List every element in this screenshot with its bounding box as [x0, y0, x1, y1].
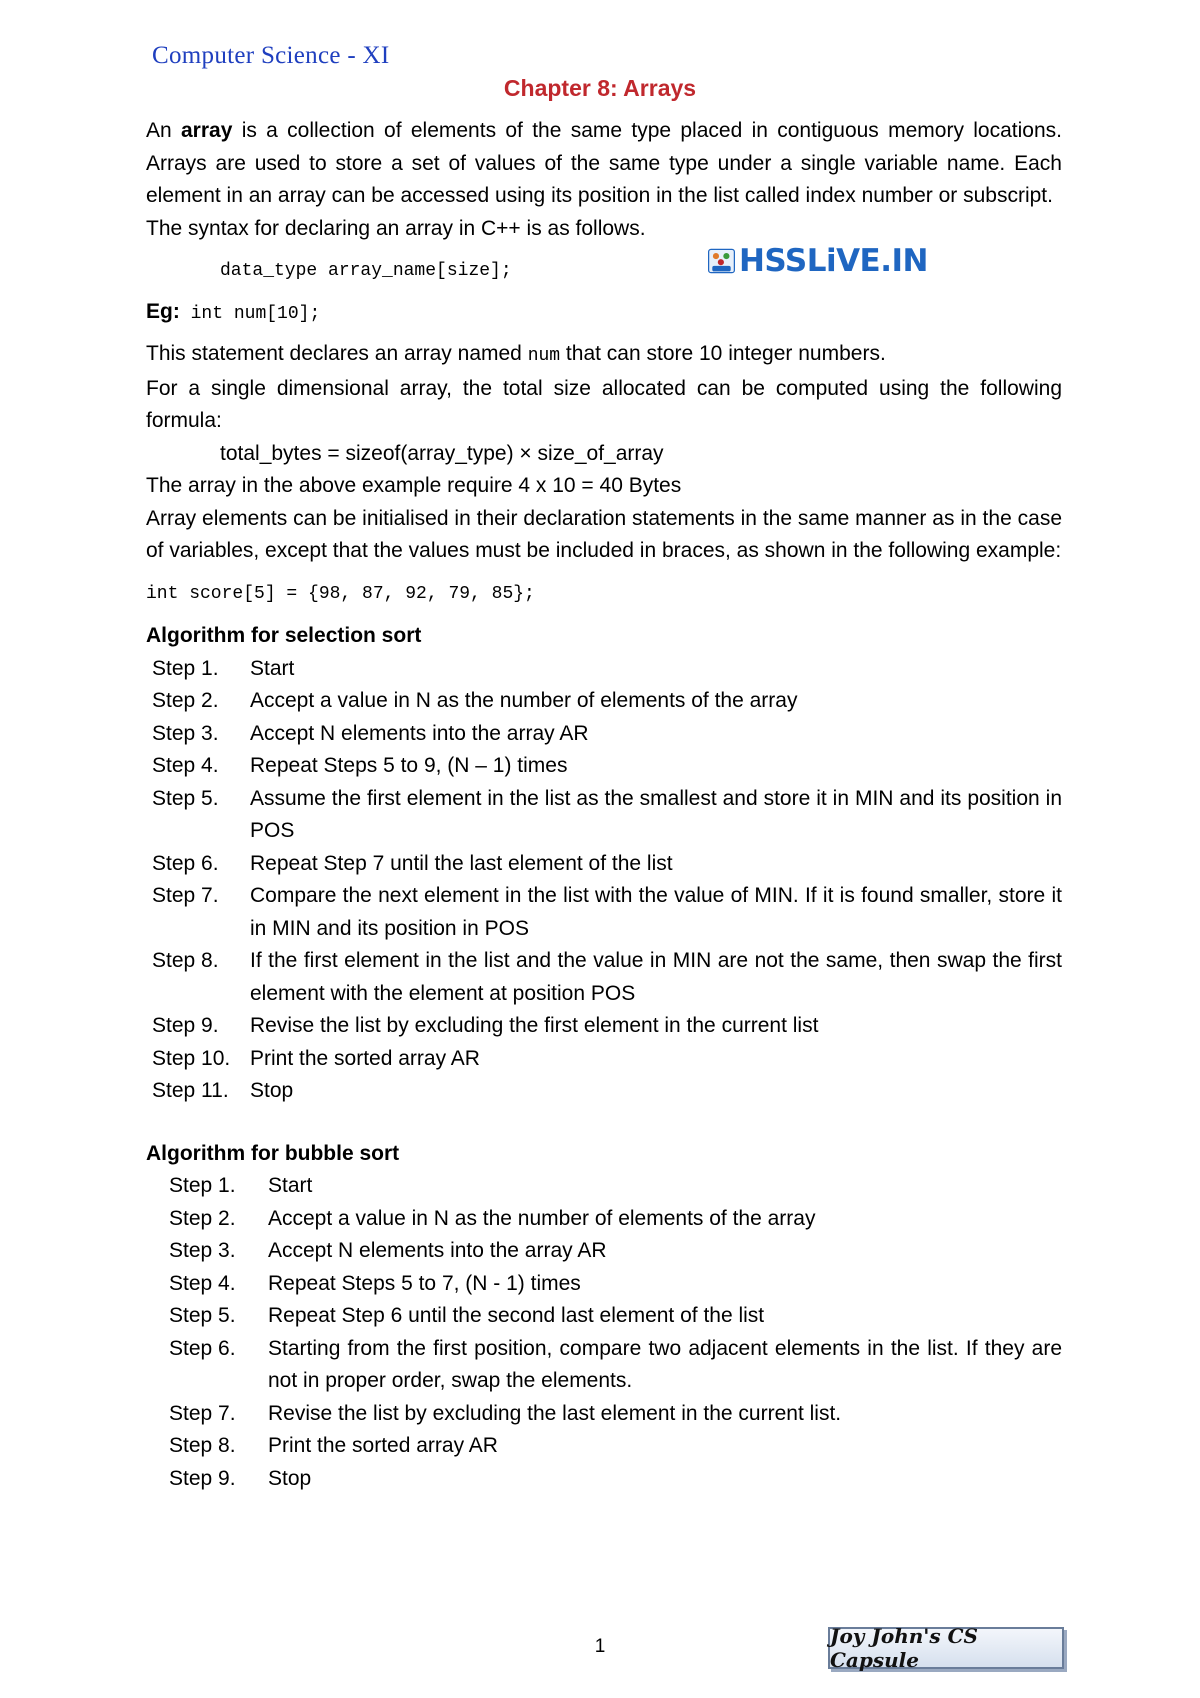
declaration-text-end: that can store 10 integer numbers.	[560, 342, 886, 365]
algorithm-step	[146, 718, 1062, 751]
algorithm-step	[146, 1300, 1062, 1333]
step-text: Starting from the first position, compare two adjacent elements in the list. If they are not in proper order, swap the elements.	[268, 1336, 1062, 1392]
algorithm-step	[146, 945, 1062, 1010]
step-text: Stop	[250, 1079, 294, 1102]
step-number: Step 4.	[169, 1271, 236, 1295]
bubble-sort-steps	[146, 1170, 1062, 1495]
declaration-text-start: This statement declares an array named	[146, 342, 528, 365]
algorithm-step	[146, 1268, 1062, 1301]
algorithm-step	[146, 1170, 1062, 1203]
step-number: Step 6.	[152, 851, 219, 875]
algorithm-step	[146, 880, 1062, 945]
step-number: Step 4.	[152, 754, 219, 777]
step-text: Accept a value in N as the number of elements of the array	[268, 1206, 816, 1230]
array-definition	[146, 115, 1062, 213]
main-content	[146, 115, 1062, 1495]
algorithm-step	[146, 685, 1062, 718]
step-text: Accept N elements into the array AR	[268, 1239, 607, 1262]
subject-header: Computer Science - XI	[152, 42, 390, 69]
step-text: Repeat Step 7 until the last element of the list	[250, 851, 673, 875]
step-text: Stop	[268, 1466, 312, 1490]
step-text: Repeat Steps 5 to 9, (N – 1) times	[250, 754, 568, 777]
step-text: Print the sorted array AR	[268, 1434, 498, 1457]
step-text: Start	[268, 1174, 313, 1197]
selection-sort-title: Algorithm for selection sort	[146, 624, 422, 647]
footer-badge: Joy John's CS Capsule	[828, 1627, 1064, 1669]
step-text: Accept a value in N as the number of elements of the array	[250, 689, 798, 712]
size-formula: total_bytes = sizeof(array_type) × size_of_array	[220, 441, 664, 465]
step-number: Step 5.	[169, 1304, 236, 1327]
step-number: Step 10.	[152, 1046, 231, 1070]
example-label: Eg:	[146, 299, 180, 323]
selection-sort-steps	[146, 653, 1062, 1108]
definition-text-rest: is a collection of elements of the same type placed in contiguous memory locations. Arrays are used to store a set of values of the same type under a single variable name. Each element in an array can be accessed using its position in the list called index number or subscript.	[146, 119, 1062, 207]
step-number: Step 8.	[169, 1434, 236, 1457]
page-number: 1	[594, 1636, 606, 1657]
algorithm-step	[146, 653, 1062, 686]
declaration-code: num	[527, 346, 561, 366]
step-number: Step 9.	[152, 1014, 219, 1037]
step-number: Step 5.	[152, 786, 219, 810]
algorithm-step	[146, 783, 1062, 848]
algorithm-step	[146, 1010, 1062, 1043]
declaration-explanation	[146, 338, 1062, 373]
step-text: Revise the list by excluding the last element in the current list.	[268, 1401, 842, 1425]
chapter-title: Chapter 8: Arrays	[503, 75, 697, 101]
step-number: Step 3.	[152, 721, 219, 745]
algorithm-step	[146, 1333, 1062, 1398]
step-text: Revise the list by excluding the first element in the current list	[250, 1014, 819, 1037]
example-code: int num[10];	[179, 303, 321, 324]
size-formula-intro: For a single dimensional array, the total size allocated can be computed using the following formula:	[146, 376, 1062, 432]
size-example: The array in the above example require 4 x 10 = 40 Bytes	[146, 474, 682, 497]
algorithm-step	[146, 1075, 1062, 1108]
step-number: Step 3.	[169, 1239, 236, 1262]
step-text: Accept N elements into the array AR	[250, 721, 589, 745]
step-text: Print the sorted array AR	[250, 1046, 480, 1070]
step-text: Repeat Steps 5 to 7, (N - 1) times	[268, 1271, 581, 1295]
algorithm-step	[146, 1235, 1062, 1268]
algorithm-step	[146, 1463, 1062, 1496]
definition-term: array	[181, 119, 233, 142]
bubble-sort-title: Algorithm for bubble sort	[146, 1141, 400, 1165]
step-number: Step 9.	[169, 1466, 236, 1490]
step-number: Step 2.	[152, 689, 219, 712]
step-text: Assume the first element in the list as the smallest and store it in MIN and its position in POS	[250, 786, 1062, 842]
algorithm-step	[146, 1203, 1062, 1236]
step-number: Step 1.	[152, 656, 219, 680]
step-text: Start	[250, 656, 295, 680]
algorithm-step	[146, 750, 1062, 783]
algorithm-step	[146, 848, 1062, 881]
definition-text-start: An	[146, 119, 181, 142]
step-number: Step 7.	[152, 884, 219, 907]
algorithm-step	[146, 1043, 1062, 1076]
step-number: Step 7.	[169, 1401, 236, 1425]
step-number: Step 6.	[169, 1336, 236, 1360]
step-text: Repeat Step 6 until the second last element of the list	[268, 1304, 765, 1327]
example-line	[146, 296, 1062, 331]
step-number: Step 11.	[152, 1079, 229, 1102]
step-text: If the first element in the list and the value in MIN are not the same, then swap the first element with the element at position POS	[250, 949, 1062, 1005]
step-text: Compare the next element in the list with the value of MIN. If it is found smaller, store it in MIN and its position in POS	[250, 884, 1062, 940]
logo-text: HSSLiVE.IN	[738, 243, 928, 279]
algorithm-step	[146, 1430, 1062, 1463]
syntax-code: data_type array_name[size];	[220, 261, 512, 281]
algorithm-step	[146, 1398, 1062, 1431]
step-number: Step 2.	[169, 1206, 236, 1230]
step-number: Step 8.	[152, 949, 219, 972]
step-number: Step 1.	[169, 1174, 236, 1197]
syntax-intro: The syntax for declaring an array in C++ is as follows.	[146, 216, 646, 240]
initialisation-text: Array elements can be initialised in their declaration statements in the same manner as in the case of variables, except that the values must be included in braces, as shown in the following example:	[146, 506, 1062, 562]
initialisation-code: int score[5] = {98, 87, 92, 79, 85};	[146, 583, 535, 604]
